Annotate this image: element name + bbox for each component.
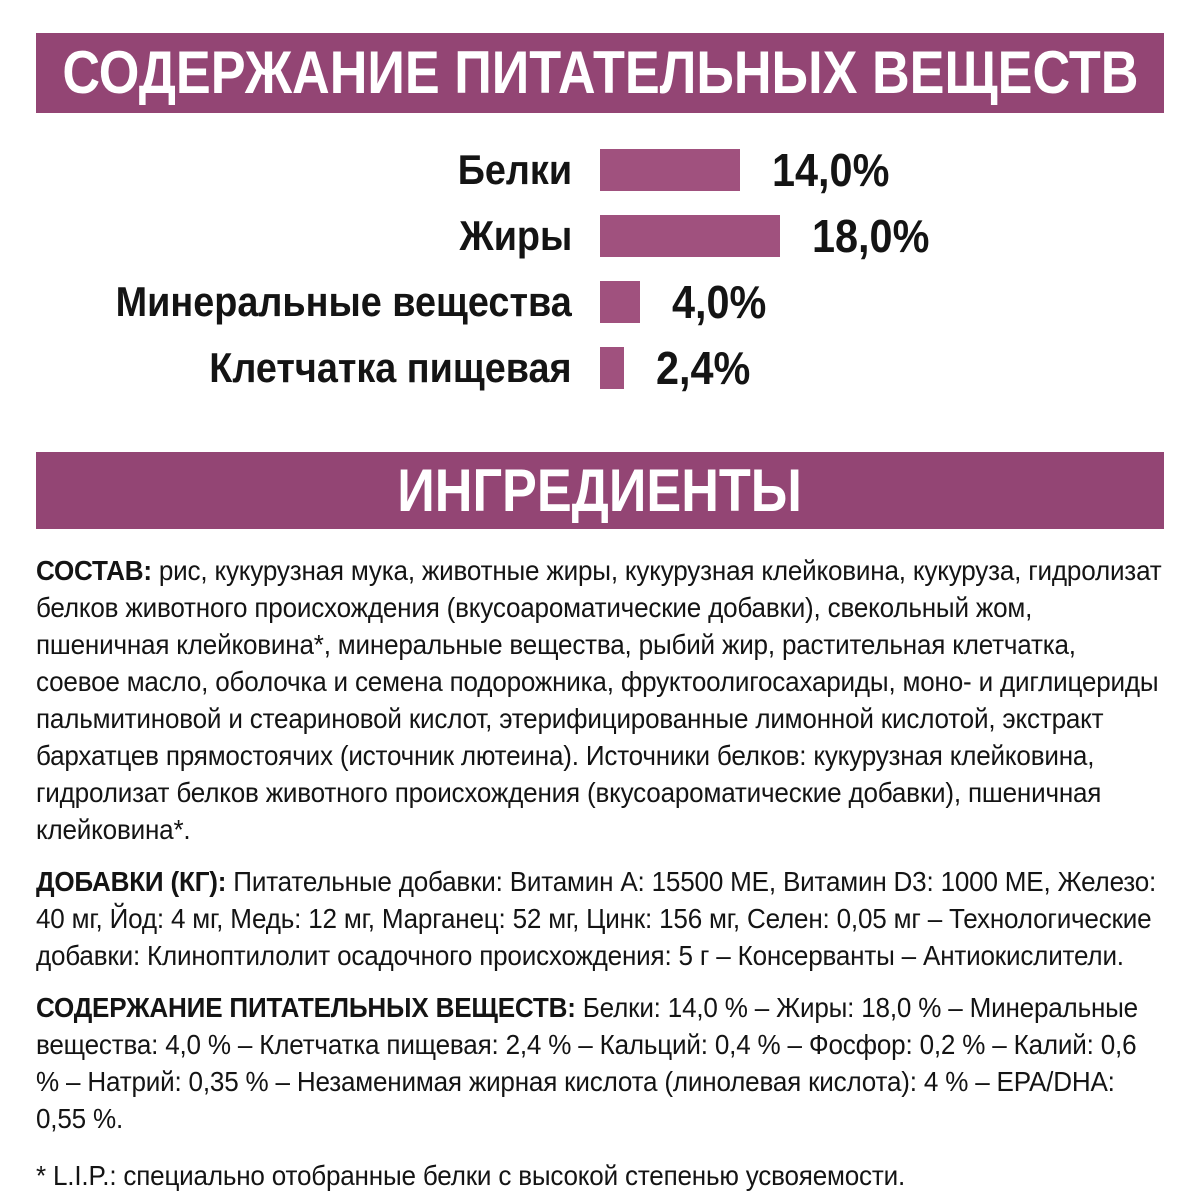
ingredients-banner-title: ИНГРЕДИЕНТЫ [397, 456, 803, 524]
chart-value: 4,0% [672, 276, 767, 328]
chart-row [0, 210, 1200, 262]
chart-value: 2,4% [656, 342, 751, 394]
chart-label-cell [0, 278, 572, 325]
chart-value: 14,0% [772, 144, 890, 196]
chart-row-label: Минеральные вещества [115, 278, 572, 325]
section-label: ДОБАВКИ (КГ): [36, 866, 227, 897]
nutrient-content-banner-title: СОДЕРЖАНИЕ ПИТАТЕЛЬНЫХ ВЕЩЕСТВ [61, 39, 1139, 106]
chart-row [0, 342, 1200, 394]
composition-paragraph [36, 552, 1166, 848]
chart-row [0, 144, 1200, 196]
ingredients-banner [36, 452, 1164, 529]
chart-row-label: Клетчатка пищевая [209, 344, 572, 391]
section-label: СОСТАВ: [36, 555, 152, 586]
chart-row [0, 276, 1200, 328]
section-text: Питательные добавки: Витамин A: 15500 МЕ, Витамин D3: 1000 МЕ, Железо: 40 мг, Йод: 4 мг, Медь: 12 мг, Марганец: 52 мг, Цинк: 156 мг, Селен: 0,05 мг – Технологические добавки: Клиноптилолит осадочного происхождения: 5 г – Консерванты – Антиокислители. [36, 866, 1157, 971]
chart-label-cell [0, 344, 572, 391]
section-text: Белки: 14,0 % – Жиры: 18,0 % – Минеральные вещества: 4,0 % – Клетчатка пищевая: 2,4 % – Кальций: 0,4 % – Фосфор: 0,2 % – Калий: 0,6 % – Натрий: 0,35 % – Незаменимая жирная кислота (линолевая кислота): 4 % – EPA/DHA: 0,55 %. [36, 992, 1138, 1134]
chart-label-cell [0, 146, 572, 193]
chart-row-label: Белки [457, 146, 572, 193]
section-text: рис, кукурузная мука, животные жиры, кукурузная клейковина, кукуруза, гидролизат белков животного происхождения (вкусоароматические добавки), свекольный жом, пшеничная клейковина*, минеральные вещества, рыбий жир, растительная клетчатка, соевое масло, оболочка и семена подорожника, фруктоолигосахариды, моно- и диглицериды пальмитиновой и стеариновой кислот, этерифицированные лимонной кислотой, экстракт бархатцев прямостоячих (источник лютеина). Источники белков: кукурузная клейковина, гидролизат белков животного происхождения (вкусоароматические добавки), пшеничная клейковина*. [36, 555, 1162, 845]
additives-paragraph [36, 863, 1166, 974]
chart-bar [600, 347, 624, 389]
chart-label-cell [0, 212, 572, 259]
chart-bar [600, 149, 740, 191]
chart-value: 18,0% [812, 210, 930, 262]
chart-row-label: Жиры [459, 212, 572, 259]
chart-bar [600, 281, 640, 323]
chart-bar [600, 215, 780, 257]
lip-footnote: * L.I.P.: специально отобранные белки с высокой степенью усвояемости. [36, 1160, 905, 1191]
nutrient-content-paragraph [36, 989, 1166, 1137]
nutrient-bar-chart [0, 144, 1200, 412]
nutrient-content-banner [36, 33, 1164, 113]
section-label: СОДЕРЖАНИЕ ПИТАТЕЛЬНЫХ ВЕЩЕСТВ: [36, 992, 576, 1023]
label-body-text [36, 552, 1166, 1200]
